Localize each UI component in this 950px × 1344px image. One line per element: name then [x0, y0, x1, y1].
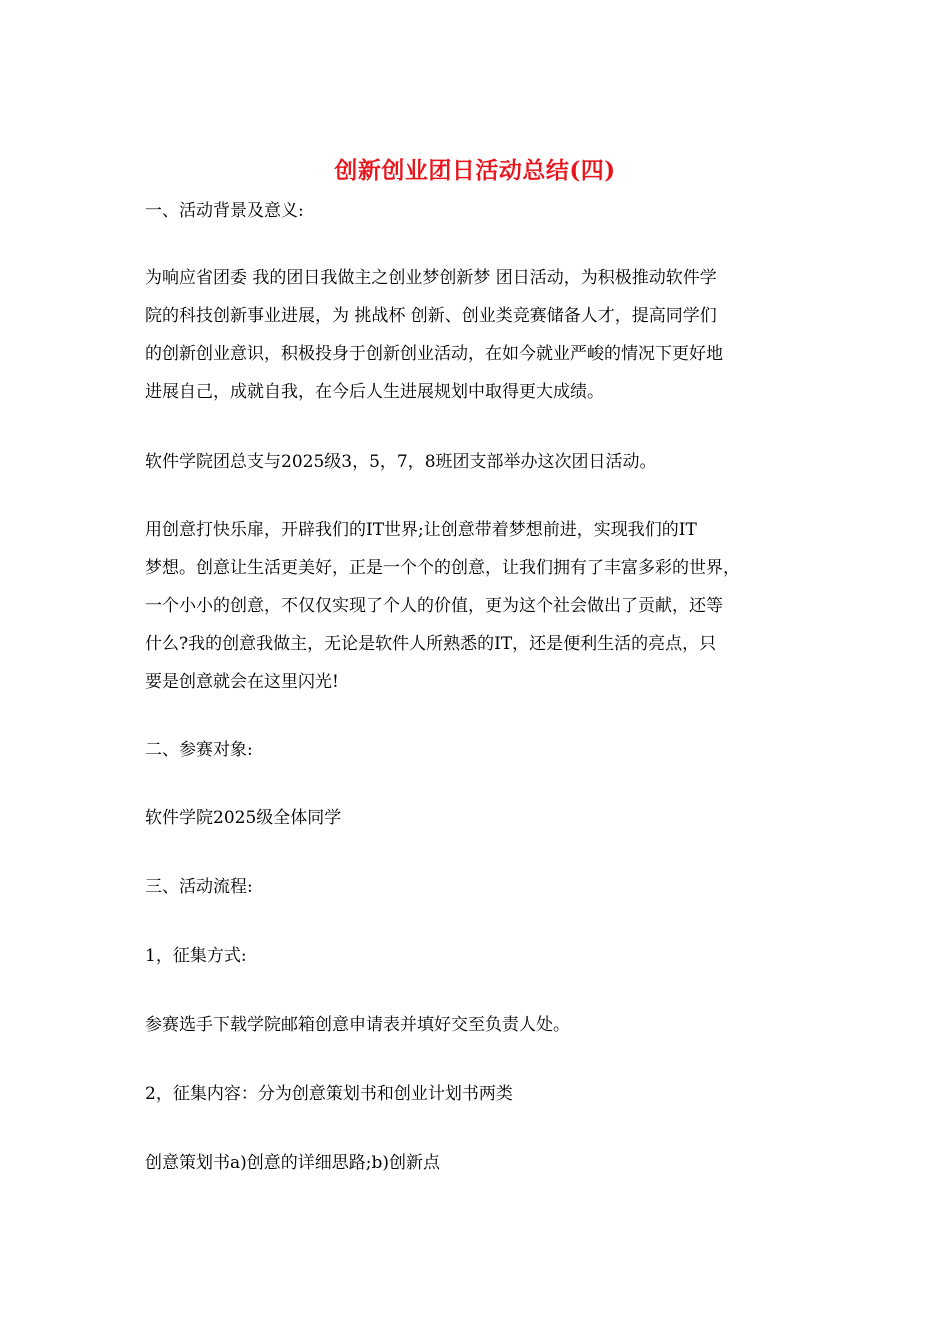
paragraph-line: 的创新创业意识，积极投身于创新创业活动，在如今就业严峻的情况下更好地 [145, 344, 723, 364]
paragraph-line: 软件学院2025级全体同学 [145, 808, 342, 828]
paragraph-line: 梦想。创意让生活更美好，正是一个个的创意，让我们拥有了丰富多彩的世界， [145, 558, 740, 578]
list-item-heading: 2，征集内容：分为创意策划书和创业计划书两类 [145, 1084, 513, 1104]
paragraph-line: 什么?我的创意我做主，无论是软件人所熟悉的IT，还是便利生活的亮点，只 [145, 634, 717, 654]
paragraph-line: 进展自己，成就自我，在今后人生进展规划中取得更大成绩。 [145, 382, 604, 402]
paragraph-line: 参赛选手下载学院邮箱创意申请表并填好交至负责人处。 [145, 1015, 570, 1035]
paragraph-line: 要是创意就会在这里闪光! [145, 672, 339, 692]
paragraph-line: 院的科技创新事业进展，为 挑战杯 创新、创业类竞赛储备人才，提高同学们 [145, 306, 717, 326]
paragraph-line: 用创意打快乐扉，开辟我们的IT世界;让创意带着梦想前进，实现我们的IT [145, 520, 697, 540]
document-title: 创新创业团日活动总结(四) [334, 157, 616, 184]
section-heading-background: 一、活动背景及意义: [145, 201, 304, 221]
paragraph-line: 一个小小的创意，不仅仅实现了个人的价值，更为这个社会做出了贡献，还等 [145, 596, 723, 616]
list-item-heading: 1，征集方式: [145, 946, 247, 966]
paragraph-line: 创意策划书a)创意的详细思路;b)创新点 [145, 1153, 441, 1173]
section-heading-process: 三、活动流程: [145, 877, 253, 897]
paragraph-line: 为响应省团委 我的团日我做主之创业梦创新梦 团日活动，为积极推动软件学 [145, 268, 717, 288]
paragraph-line: 软件学院团总支与2025级3，5，7，8班团支部举办这次团日活动。 [145, 452, 657, 472]
section-heading-participants: 二、参赛对象: [145, 740, 253, 760]
